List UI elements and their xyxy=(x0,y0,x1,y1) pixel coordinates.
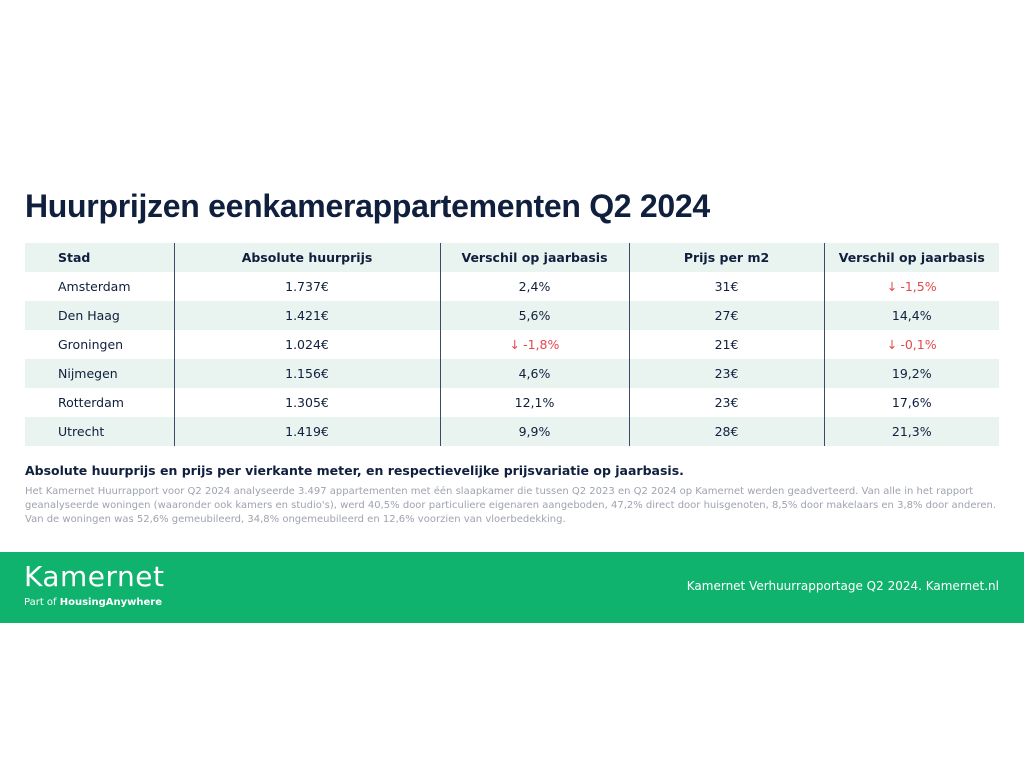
annual-change-cell xyxy=(440,417,629,446)
table-row xyxy=(25,388,999,417)
rent-price-table xyxy=(25,243,999,446)
annual-change-cell xyxy=(440,330,629,359)
m2-annual-change-cell-value: 21,3% xyxy=(891,424,932,439)
absolute-rent-cell-value: 1.421€ xyxy=(285,308,329,323)
m2-annual-change-cell-value: -0,1% xyxy=(900,337,937,352)
absolute-rent-cell xyxy=(174,301,440,330)
city-cell-value: Nijmegen xyxy=(58,366,118,381)
city-cell xyxy=(25,388,174,417)
m2-annual-change-cell xyxy=(824,359,999,388)
price-per-m2-cell xyxy=(629,359,824,388)
m2-annual-change-cell-value: -1,5% xyxy=(900,279,937,294)
absolute-rent-cell xyxy=(174,417,440,446)
city-cell-value: Amsterdam xyxy=(58,279,131,294)
m2-annual-change-cell-value: 14,4% xyxy=(891,308,932,323)
price-per-m2-cell-value: 23€ xyxy=(714,395,739,410)
m2-annual-change-cell-value: 17,6% xyxy=(891,395,932,410)
city-cell xyxy=(25,417,174,446)
absolute-rent-cell-value: 1.156€ xyxy=(285,366,329,381)
city-cell xyxy=(25,272,174,301)
absolute-rent-cell xyxy=(174,359,440,388)
m2-annual-change-cell xyxy=(824,388,999,417)
column-header-annual-change: Verschil op jaarbasis xyxy=(440,243,629,272)
table-row xyxy=(25,417,999,446)
price-per-m2-cell xyxy=(629,301,824,330)
annual-change-cell-value: 12,1% xyxy=(514,395,555,410)
tagline-prefix: Part of xyxy=(24,597,57,608)
m2-annual-change-cell xyxy=(824,301,999,330)
column-header-price-per-m2: Prijs per m2 xyxy=(629,243,824,272)
annual-change-cell-value: 2,4% xyxy=(518,279,551,294)
table-header-row xyxy=(25,243,999,272)
price-per-m2-cell-value: 28€ xyxy=(714,424,739,439)
absolute-rent-cell-value: 1.419€ xyxy=(285,424,329,439)
m2-annual-change-cell-value: 19,2% xyxy=(891,366,932,381)
table-row xyxy=(25,301,999,330)
city-cell-value: Groningen xyxy=(58,337,124,352)
annual-change-cell xyxy=(440,359,629,388)
table-caption-title: Absolute huurprijs en prijs per vierkante meter, en respectievelijke prijsvariatie op jaarbasis. xyxy=(25,463,684,478)
footer-banner xyxy=(0,552,1024,623)
m2-annual-change-cell xyxy=(824,417,999,446)
annual-change-cell xyxy=(440,301,629,330)
annual-change-cell xyxy=(440,388,629,417)
m2-annual-change-cell xyxy=(824,330,999,359)
m2-annual-change-cell xyxy=(824,272,999,301)
absolute-rent-cell-value: 1.305€ xyxy=(285,395,329,410)
city-cell xyxy=(25,359,174,388)
city-cell-value: Rotterdam xyxy=(58,395,124,410)
table-caption-description: Het Kamernet Huurrapport voor Q2 2024 analyseerde 3.497 appartementen met één slaapkamer die tussen Q2 2023 en Q2 2024 op Kamernet werden geadverteerd. Van alle in het rapport geanalyseerde woningen (waaronder ook kamers en studio's), werd 40,5% door particuliere eigenaren aangeboden, 47,2% direct door huisgenoten, 8,5% door makelaars en 3,8% door anderen. Van de woningen was 52,6% gemeubileerd, 34,8% ongemeubileerd en 12,6% voorzien van vloerbedekking. xyxy=(25,486,997,525)
annual-change-cell-value: -1,8% xyxy=(523,337,560,352)
footer-tagline xyxy=(24,597,162,608)
city-cell xyxy=(25,330,174,359)
kamernet-logo: Kamernet xyxy=(24,560,165,593)
city-cell xyxy=(25,301,174,330)
city-cell-value: Den Haag xyxy=(58,308,120,323)
page-title: Huurprijzen eenkamerappartementen Q2 2024 xyxy=(25,188,710,224)
footer-report-credit: Kamernet Verhuurrapportage Q2 2024. Kamernet.nl xyxy=(686,579,999,593)
absolute-rent-cell-value: 1.024€ xyxy=(285,337,329,352)
price-per-m2-cell-value: 21€ xyxy=(714,337,739,352)
price-per-m2-cell-value: 23€ xyxy=(714,366,739,381)
price-per-m2-cell xyxy=(629,272,824,301)
arrow-down-icon: ↓ xyxy=(509,337,521,352)
absolute-rent-cell xyxy=(174,388,440,417)
arrow-down-icon: ↓ xyxy=(886,279,898,294)
table-row xyxy=(25,272,999,301)
tagline-brand: HousingAnywhere xyxy=(59,597,162,608)
absolute-rent-cell xyxy=(174,330,440,359)
annual-change-cell xyxy=(440,272,629,301)
column-header-absolute-rent: Absolute huurprijs xyxy=(174,243,440,272)
price-per-m2-cell xyxy=(629,330,824,359)
price-per-m2-cell-value: 27€ xyxy=(714,308,739,323)
annual-change-cell-value: 9,9% xyxy=(518,424,551,439)
column-header-city: Stad xyxy=(25,243,174,272)
annual-change-cell-value: 5,6% xyxy=(518,308,551,323)
price-per-m2-cell xyxy=(629,388,824,417)
absolute-rent-cell xyxy=(174,272,440,301)
annual-change-cell-value: 4,6% xyxy=(518,366,551,381)
column-header-m2-annual-change: Verschil op jaarbasis xyxy=(824,243,999,272)
price-per-m2-cell xyxy=(629,417,824,446)
arrow-down-icon: ↓ xyxy=(886,337,898,352)
table-row xyxy=(25,330,999,359)
table-row xyxy=(25,359,999,388)
city-cell-value: Utrecht xyxy=(58,424,105,439)
price-per-m2-cell-value: 31€ xyxy=(714,279,739,294)
absolute-rent-cell-value: 1.737€ xyxy=(285,279,329,294)
